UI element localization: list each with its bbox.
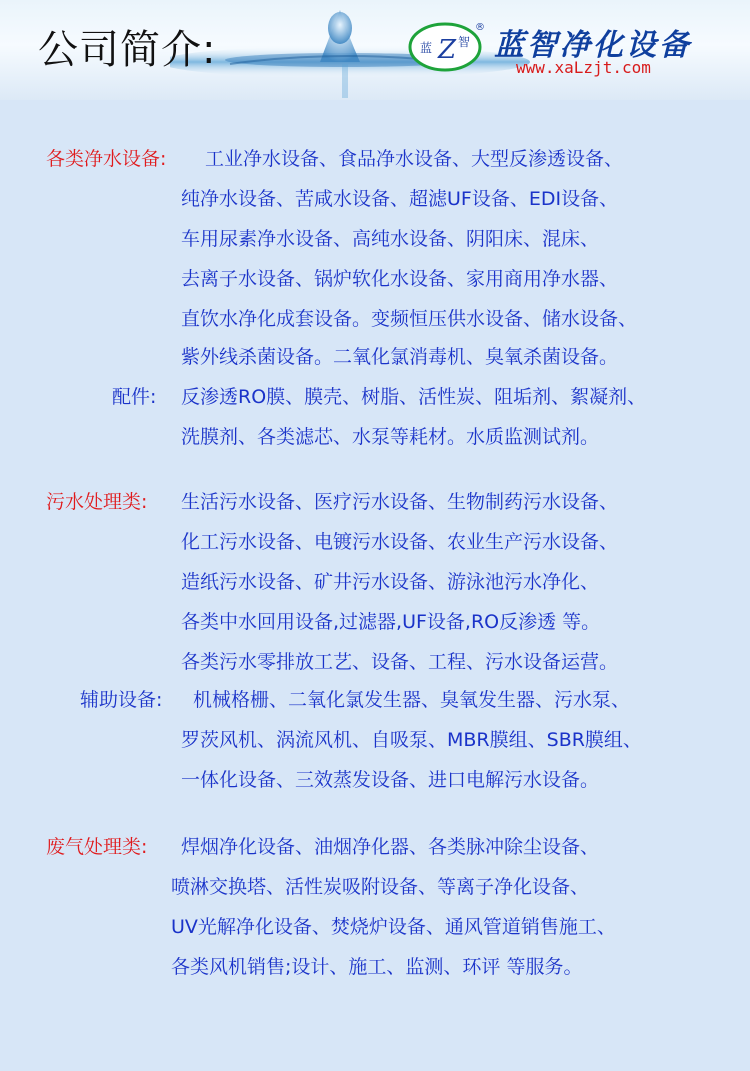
list-line: 洗膜剂、各类滤芯、水泵等耗材。水质监测试剂。 — [181, 426, 600, 448]
sub-label-auxiliary: 辅助设备: — [80, 689, 163, 711]
list-line: 机械格栅、二氧化氯发生器、臭氧发生器、污水泵、 — [193, 689, 631, 711]
list-line: 直饮水净化成套设备。变频恒压供水设备、储水设备、 — [181, 308, 638, 330]
list-line: 反渗透RO膜、膜壳、树脂、活性炭、阻垢剂、絮凝剂、 — [181, 386, 647, 408]
list-line: 罗茨风机、涡流风机、自吸泵、MBR膜组、SBR膜组、 — [181, 729, 642, 751]
website-url: www.xaLzjt.com — [516, 58, 651, 77]
list-line: 生活污水设备、医疗污水设备、生物制药污水设备、 — [181, 491, 619, 513]
sub-label-accessories: 配件: — [112, 386, 157, 408]
list-line: 造纸污水设备、矿井污水设备、游泳池污水净化、 — [181, 571, 600, 593]
list-line: 紫外线杀菌设备。二氧化氯消毒机、臭氧杀菌设备。 — [181, 346, 619, 368]
page-title: 公司简介: — [38, 27, 217, 73]
list-line: 各类风机销售;设计、施工、监测、环评 等服务。 — [171, 956, 583, 978]
list-line: 各类中水回用设备,过滤器,UF设备,RO反渗透 等。 — [181, 611, 601, 633]
list-line: 焊烟净化设备、油烟净化器、各类脉冲除尘设备、 — [181, 836, 600, 858]
list-line: 各类污水零排放工艺、设备、工程、污水设备运营。 — [181, 651, 619, 673]
list-line: 一体化设备、三效蒸发设备、进口电解污水设备。 — [181, 769, 600, 791]
svg-text:蓝: 蓝 — [420, 41, 433, 55]
company-logo — [408, 22, 482, 72]
svg-text:智: 智 — [458, 35, 471, 49]
svg-text:Z: Z — [438, 35, 457, 65]
brand-name: 蓝智净化设备 — [494, 28, 692, 63]
section-label-water: 各类净水设备: — [46, 148, 167, 170]
list-line: 化工污水设备、电镀污水设备、农业生产污水设备、 — [181, 531, 619, 553]
company-profile-body — [0, 100, 750, 1071]
list-line: 喷淋交换塔、活性炭吸附设备、等离子净化设备、 — [171, 876, 590, 898]
list-line: 去离子水设备、锅炉软化水设备、家用商用净水器、 — [181, 268, 619, 290]
list-line: UV光解净化设备、焚烧炉设备、通风管道销售施工、 — [171, 916, 616, 938]
section-label-gas: 废气处理类: — [46, 836, 148, 858]
list-line: 工业净水设备、食品净水设备、大型反渗透设备、 — [205, 148, 624, 170]
list-line: 纯净水设备、苦咸水设备、超滤UF设备、EDI设备、 — [181, 188, 619, 210]
section-label-sewage: 污水处理类: — [46, 491, 148, 513]
list-line: 车用尿素净水设备、高纯水设备、阴阳床、混床、 — [181, 228, 600, 250]
header-banner — [0, 0, 750, 100]
registered-mark: ® — [475, 22, 485, 33]
water-splash-image — [170, 0, 550, 100]
